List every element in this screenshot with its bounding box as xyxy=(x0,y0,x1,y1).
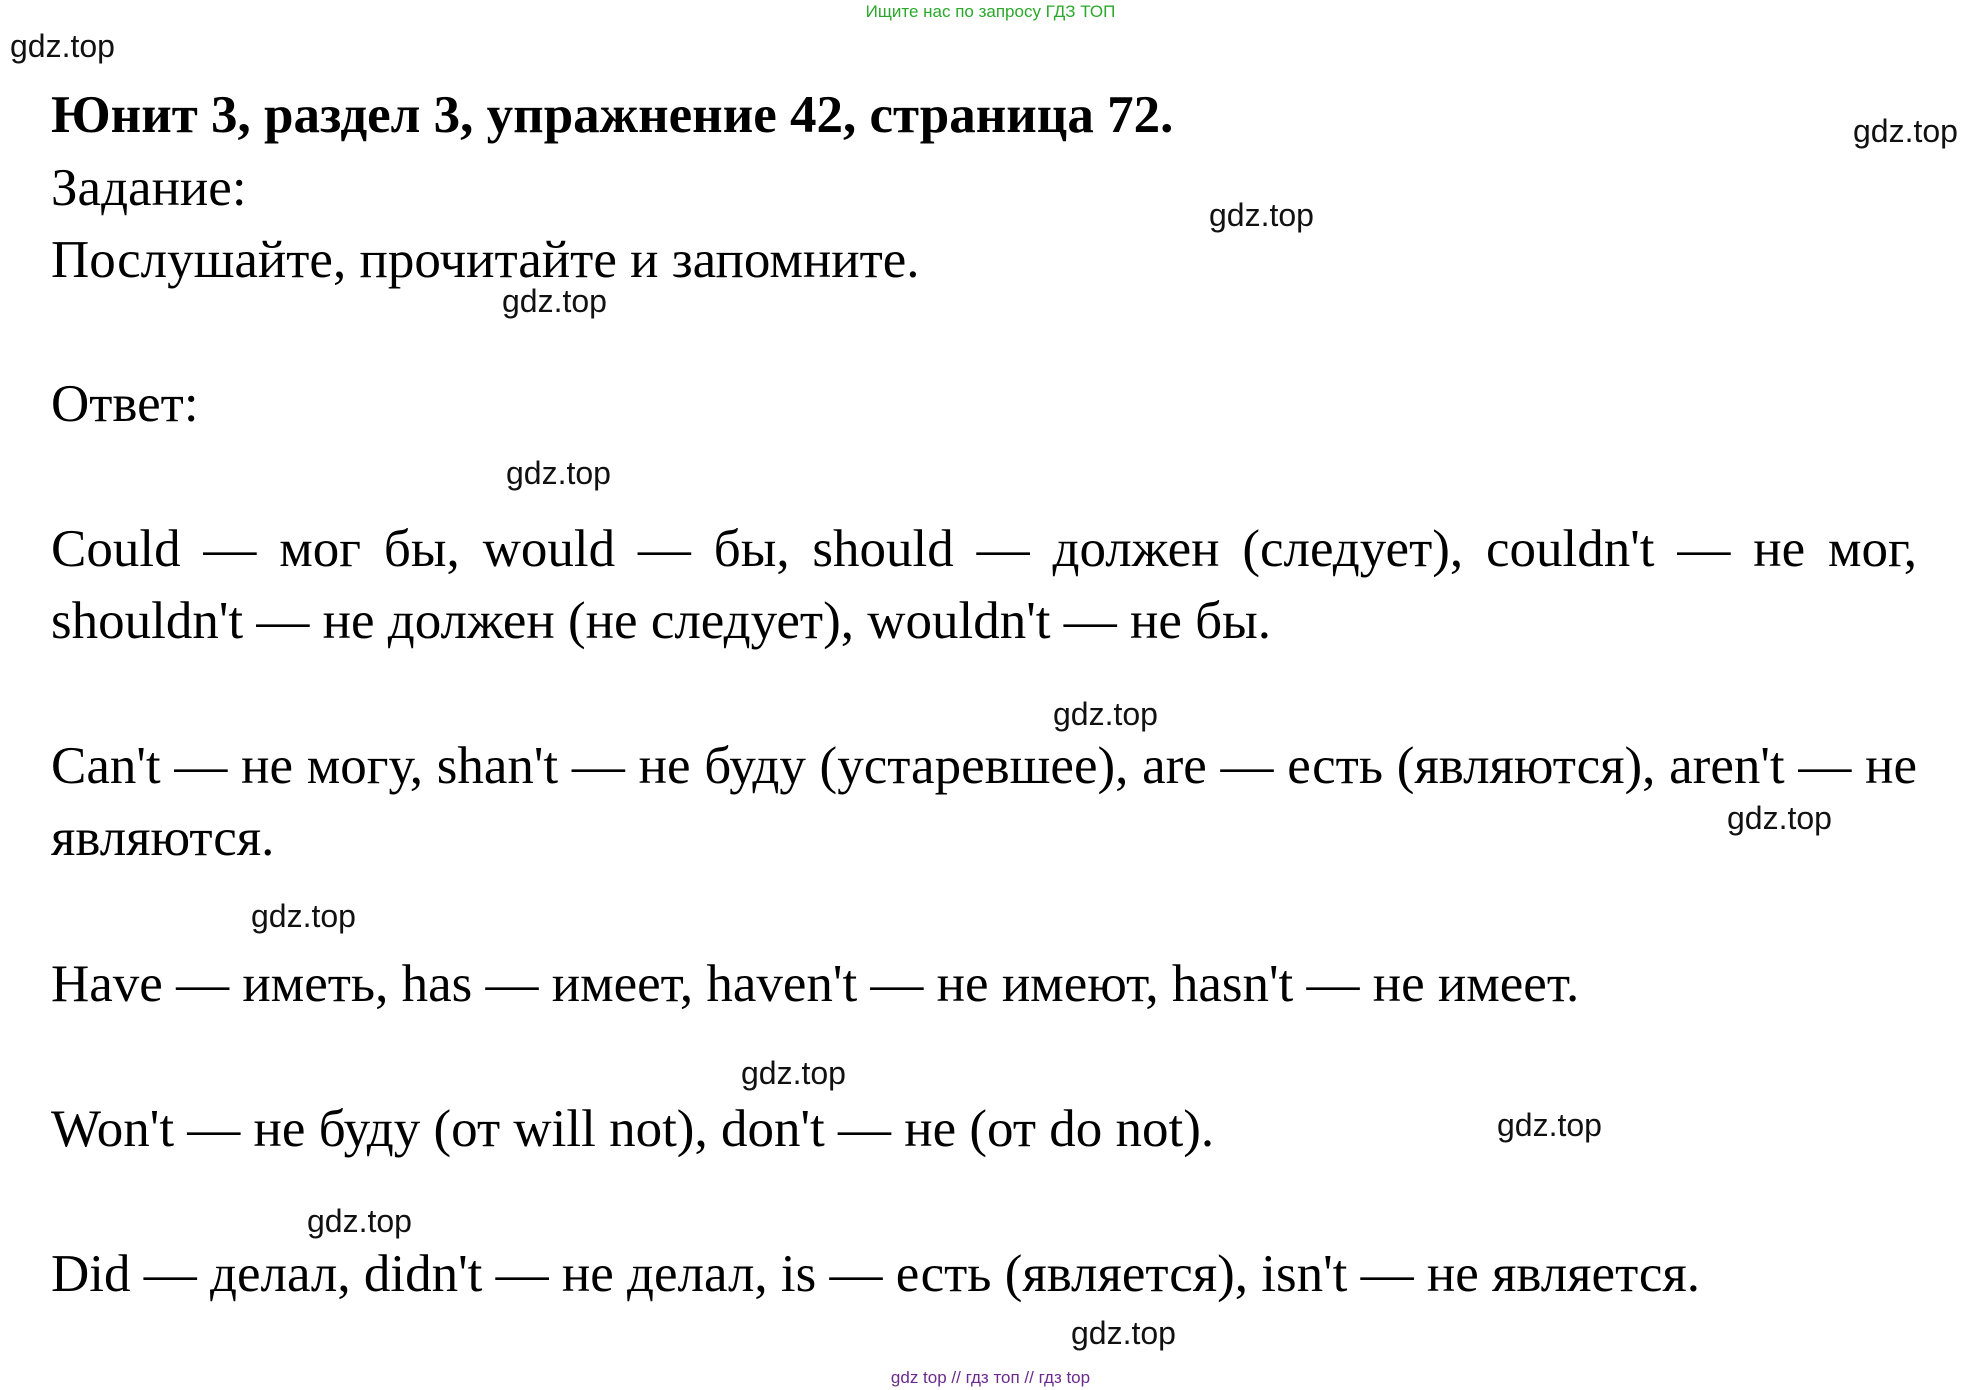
answer-paragraph: Won't — не буду (от will not), don't — не (от do not). xyxy=(51,1100,1215,1158)
watermark: gdz.top xyxy=(10,28,115,64)
answer-paragraph: Could — мог бы, would — бы, should — должен (следует), couldn't — не мог, shouldn't — не должен (не следует), wouldn't — не бы. xyxy=(51,520,1917,650)
watermark: gdz.top xyxy=(251,898,356,934)
top-banner: Ищите нас по запросу ГДЗ ТОП xyxy=(865,2,1116,21)
watermark: gdz.top xyxy=(307,1203,412,1239)
answer-paragraph: Can't — не могу, shan't — не буду (устаревшее), are — есть (являются), aren't — не являются. xyxy=(51,737,1917,867)
footer-links: gdz top // гдз топ // гдз top xyxy=(890,1368,1091,1387)
task-text: Послушайте, прочитайте и запомните. xyxy=(51,231,920,289)
task-label: Задание: xyxy=(51,159,247,217)
watermark: gdz.top xyxy=(506,455,611,491)
watermark: gdz.top xyxy=(1727,800,1832,836)
watermark: gdz.top xyxy=(502,283,607,319)
answer-paragraph: Have — иметь, has — имеет, haven't — не имеют, hasn't — не имеет. xyxy=(51,955,1580,1013)
watermark: gdz.top xyxy=(1071,1315,1176,1351)
watermark: gdz.top xyxy=(741,1055,846,1091)
watermark: gdz.top xyxy=(1053,696,1158,732)
watermark: gdz.top xyxy=(1853,113,1958,149)
answer-paragraph: Did — делал, didn't — не делал, is — есть (является), isn't — не является. xyxy=(51,1245,1701,1303)
watermark: gdz.top xyxy=(1497,1107,1602,1143)
page-title: Юнит 3, раздел 3, упражнение 42, страница 72. xyxy=(51,86,1174,144)
answer-label: Ответ: xyxy=(51,375,199,433)
watermark: gdz.top xyxy=(1209,197,1314,233)
